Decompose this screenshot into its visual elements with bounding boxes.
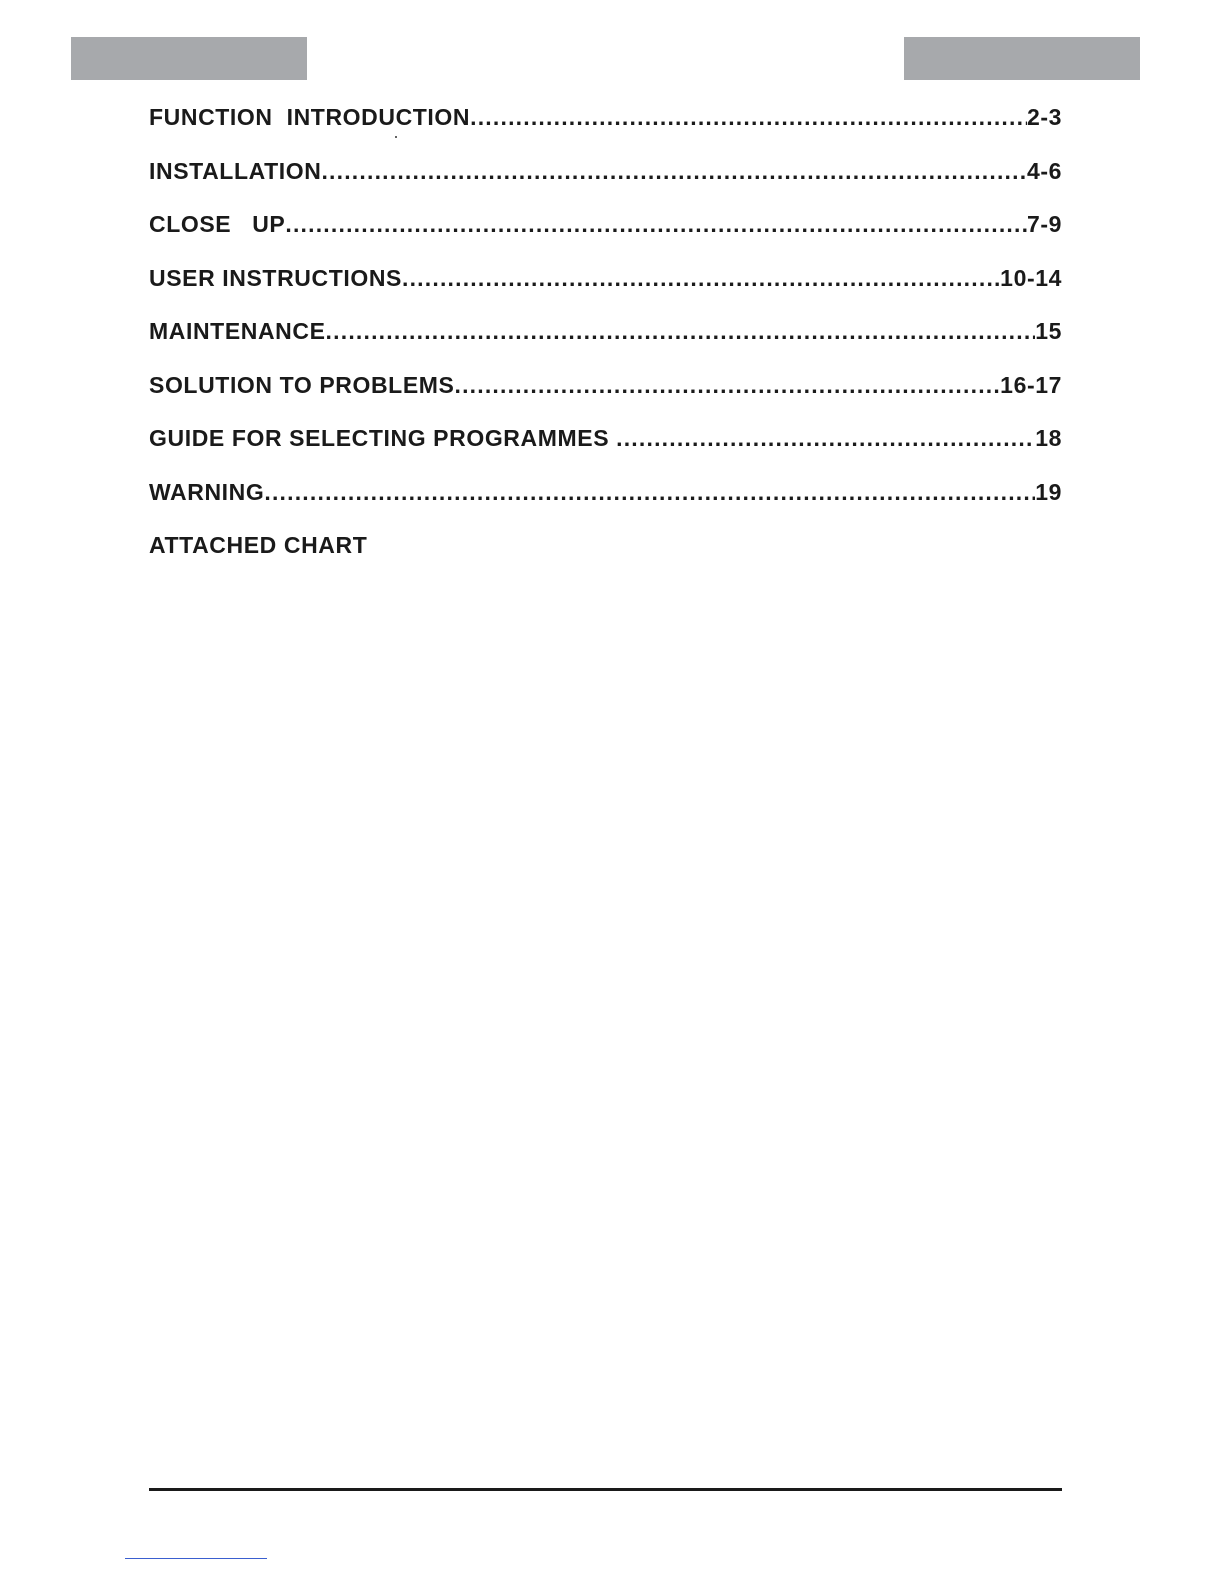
toc-entry-function-introduction[interactable]	[149, 96, 1062, 150]
toc-dot-leader	[326, 310, 1036, 352]
toc-dot-leader	[454, 364, 1000, 406]
toc-dot-leader	[470, 96, 1027, 138]
toc-entry-page: 7-9	[1026, 211, 1062, 237]
table-of-contents	[149, 96, 1062, 578]
toc-entry-close-up[interactable]	[149, 203, 1062, 257]
toc-entry-page: 4-6	[1026, 157, 1062, 184]
toc-entry-page: 19	[1035, 478, 1062, 505]
toc-dot-leader	[616, 417, 1035, 459]
header-tab-left	[71, 37, 307, 80]
toc-dot-leader	[321, 150, 1027, 192]
toc-entry-title: ATTACHED CHART	[149, 532, 368, 558]
toc-entry-title: MAINTENANCE	[149, 318, 326, 344]
toc-dot-leader	[402, 257, 1000, 299]
toc-entry-page: 15	[1035, 318, 1062, 344]
toc-entry-solution-to-problems[interactable]	[149, 364, 1062, 418]
footer-rule	[149, 1488, 1062, 1491]
footer-link-underline	[125, 1558, 267, 1559]
toc-entry-page: 2-3	[1026, 104, 1062, 130]
toc-entry-title: SOLUTION TO PROBLEMS	[149, 371, 455, 398]
toc-entry-title: WARNING	[149, 478, 265, 505]
toc-entry-title: CLOSE UP	[149, 211, 286, 237]
toc-dot-leader	[285, 203, 1027, 245]
toc-entry-attached-chart[interactable]	[149, 524, 1062, 578]
toc-entry-title: FUNCTION INTRODUCTION	[149, 104, 471, 130]
toc-dot-leader	[264, 471, 1035, 513]
header-tab-right	[904, 37, 1140, 80]
toc-entry-title: GUIDE FOR SELECTING PROGRAMMES	[149, 425, 617, 451]
toc-entry-warning[interactable]	[149, 471, 1062, 525]
toc-entry-user-instructions[interactable]	[149, 257, 1062, 311]
toc-entry-maintenance[interactable]	[149, 310, 1062, 364]
toc-entry-title: USER INSTRUCTIONS	[149, 264, 402, 291]
toc-entry-page: 18	[1035, 425, 1062, 451]
toc-entry-title: INSTALLATION	[149, 157, 322, 184]
toc-entry-page: 16-17	[1000, 371, 1062, 398]
toc-entry-guide-for-selecting-programmes[interactable]	[149, 417, 1062, 471]
toc-entry-page: 10-14	[1000, 264, 1062, 291]
toc-entry-installation[interactable]	[149, 150, 1062, 204]
